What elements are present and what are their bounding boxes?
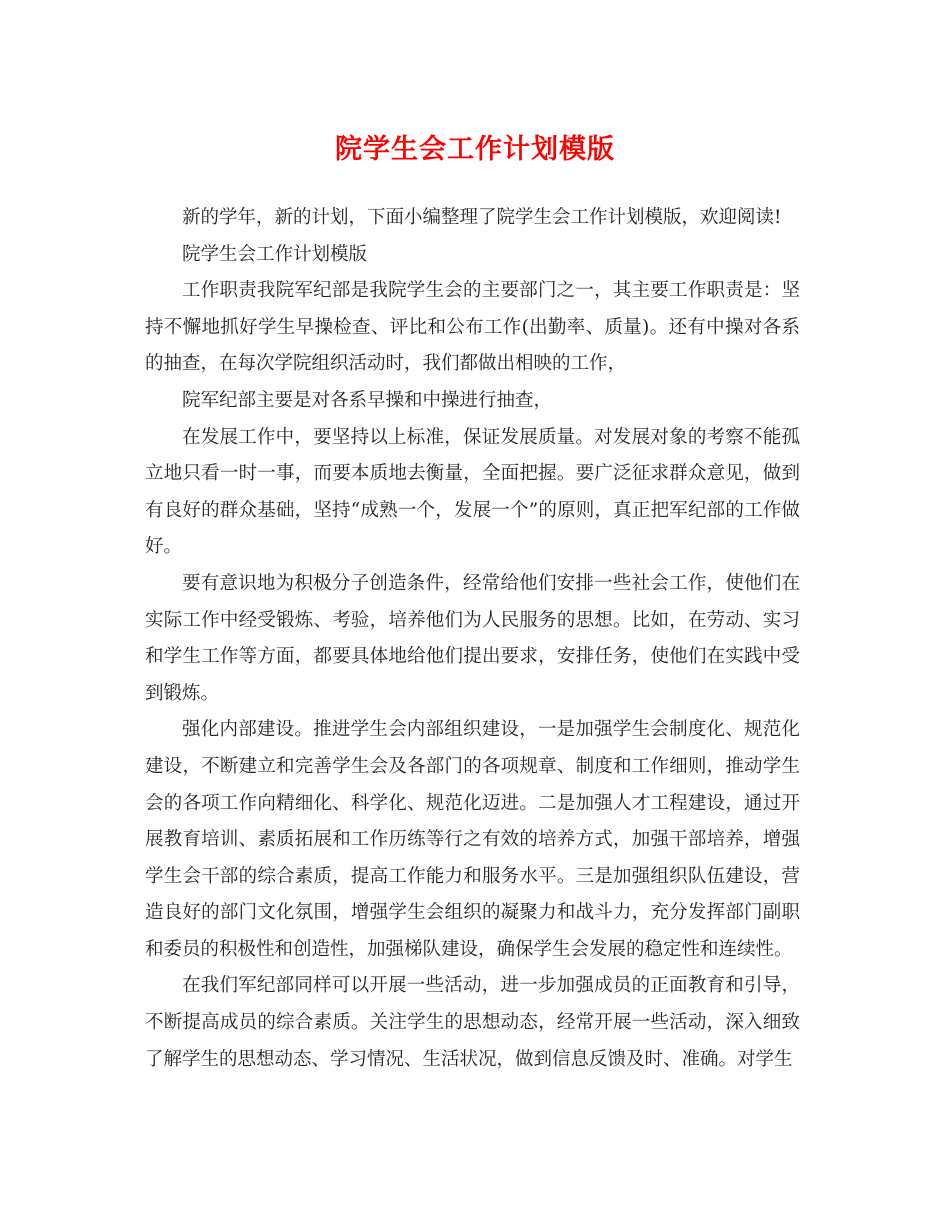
document-title: 院学生会工作计划模版 (335, 134, 615, 165)
paragraph-inspection: 院军纪部主要是对各系早操和中操进行抽查， (182, 389, 553, 411)
paragraph-internal-construction: 强化内部建设。推进学生会内部组织建设，一是加强学生会制度化、规范化建设，不断建立和完善学生会及各部门的各项规章、制度和工作细则，推动学生会的各项工作向精细化、科学化、规范化迈进。二是加强人才工程建设，通过开展教育培训、素质拓展和工作历练等行之有效的培养方式，加强干部培养，增强学生会干部的综合素质，提高工作能力和服务水平。三是加强组织队伍建设，营造良好的部门文化氛围，增强学生会组织的凝聚力和战斗力，充分发挥部门副职和委员的积极性和创造性，加强梯队建设，确保学生会发展的稳定性和连续性。 (145, 719, 800, 960)
paragraph-intro: 新的学年，新的计划，下面小编整理了院学生会工作计划模版，欢迎阅读! (182, 207, 782, 228)
paragraph-development: 在发展工作中，要坚持以上标准，保证发展质量。对发展对象的考察不能孤立地只看一时一事，而要本质地去衡量，全面把握。要广泛征求群众意见，做到有良好的群众基础，坚持“成熟一个，发展一个”的原则，真正把军纪部的工作做好。 (145, 426, 800, 558)
document-body (145, 200, 800, 1078)
paragraph-activists: 要有意识地为积极分子创造条件，经常给他们安排一些社会工作，使他们在实际工作中经受锻炼、考验，培养他们为人民服务的思想。比如，在劳动、实习和学生工作等方面，都要具体地给他们提出要求，安排任务，使他们在实践中受到锻炼。 (145, 572, 800, 704)
paragraph-duties: 工作职责我院军纪部是我院学生会的主要部门之一，其主要工作职责是：坚持不懈地抓好学生早操检查、评比和公布工作(出勤率、质量)。还有中操对各系的抽查，在每次学院组织活动时，我们都做出相映的工作， (145, 280, 800, 375)
paragraph-subtitle: 院学生会工作计划模版 (182, 243, 368, 265)
paragraph-activities: 在我们军纪部同样可以开展一些活动，进一步加强成员的正面教育和引导，不断提高成员的综合素质。关注学生的思想动态，经常开展一些活动，深入细致了解学生的思想动态、学习情况、生活状况，做到信息反馈及时、准确。对学生 (145, 975, 800, 1070)
